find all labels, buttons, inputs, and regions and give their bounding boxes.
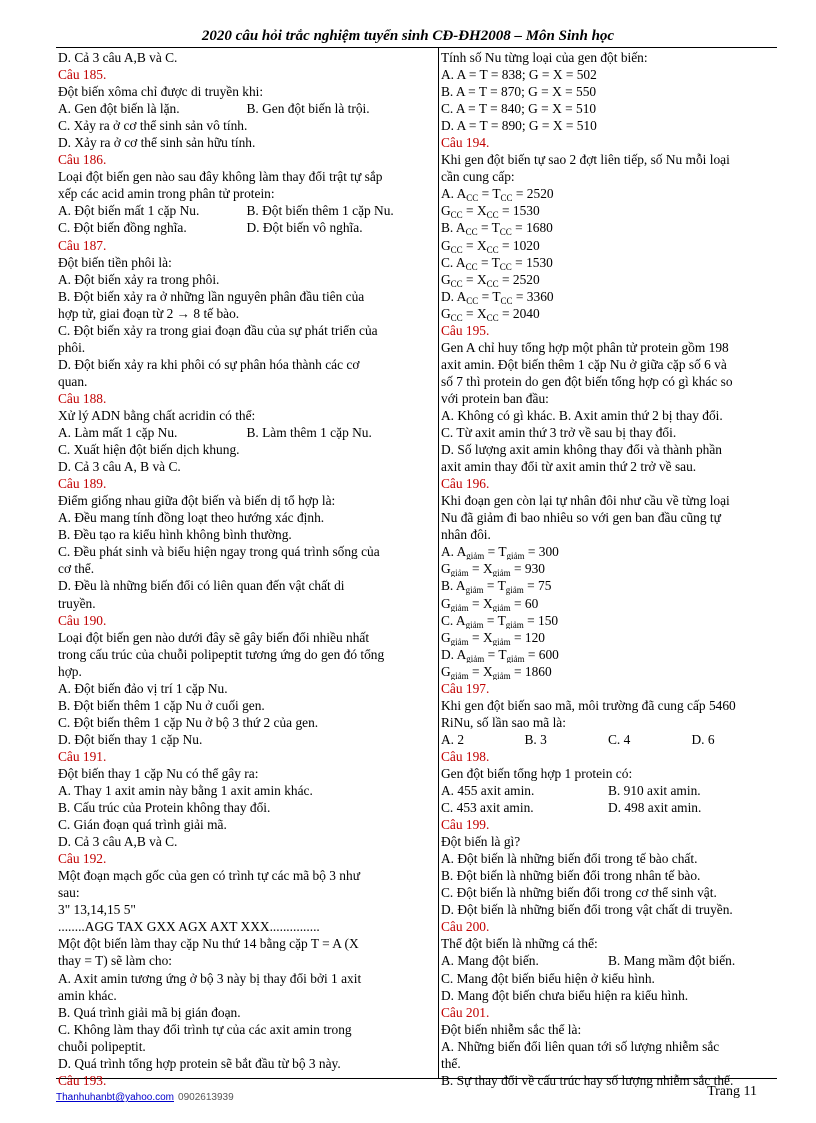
option-d: D. Số lượng axit amin không thay đổi và thành phần bbox=[441, 442, 723, 458]
option-b: B. Đều tạo ra kiểu hình không bình thường. bbox=[58, 527, 292, 543]
option-d: D. Đột biến xảy ra khi phôi có sự phân hóa thành các cơ bbox=[58, 356, 360, 372]
question-label-189: Câu 189. bbox=[58, 476, 107, 492]
question-stem: cần cung cấp: bbox=[441, 169, 515, 185]
option-b: B. Đột biến là những biến đổi trong nhân tế bào. bbox=[441, 868, 701, 884]
option-c-cont: cơ thể. bbox=[58, 561, 95, 577]
option-c: C. Xảy ra ở cơ thể sinh sản vô tính. bbox=[58, 118, 248, 134]
option-b: B. 910 axit amin. bbox=[608, 783, 701, 799]
question-label-185: Câu 185. bbox=[58, 67, 107, 83]
option-d: D. $A_{giảm} = T_{giảm} = 600$ bbox=[441, 646, 559, 663]
question-label-198: Câu 198. bbox=[441, 748, 490, 764]
option-c: C. Từ axit amin thứ 3 trở về sau bị thay đổi. bbox=[441, 425, 677, 441]
question-stem: axit amin. Đột biến thêm 1 cặp Nu ở giữa cặp số 6 và bbox=[441, 356, 727, 372]
option-a: A. $A_{CC} = T_{CC} = 2520$ bbox=[441, 186, 554, 203]
question-stem: Điểm giống nhau giữa đột biến và biến dị tổ hợp là: bbox=[58, 493, 336, 509]
option-a: A. Đột biến đảo vị trí 1 cặp Nu. bbox=[58, 680, 228, 696]
option-b: B. $A_{CC} = T_{CC} = 1680$ bbox=[441, 220, 553, 237]
question-stem: Đột biến nhiễm sắc thể là: bbox=[441, 1021, 582, 1037]
right-column bbox=[441, 49, 775, 1089]
option-b: B. Làm thêm 1 cặp Nu. bbox=[246, 425, 372, 441]
question-stem: Đột biến thay 1 cặp Nu có thể gây ra: bbox=[58, 765, 259, 781]
question-stem: Đột biến là gì? bbox=[441, 834, 521, 850]
question-stem: xếp các acid amin trong phân tử protein: bbox=[58, 186, 275, 202]
option-a: A. A = T = 838; G = X = 502 bbox=[441, 67, 597, 83]
question-label-187: Câu 187. bbox=[58, 237, 107, 253]
question-label-196: Câu 196. bbox=[441, 476, 490, 492]
page-footer bbox=[56, 1084, 777, 1105]
question-stem: Khi gen đột biến tự sao 2 đợt liên tiếp, số Nu mỗi loại bbox=[441, 152, 730, 168]
option-d: D. 498 axit amin. bbox=[608, 800, 702, 816]
option-b: B. $A_{giảm} = T_{giảm} = 75$ bbox=[441, 578, 552, 595]
option-c: C. Đột biến thêm 1 cặp Nu ở bộ 3 thứ 2 của gen. bbox=[58, 714, 319, 730]
option-c: C. $A_{giảm} = T_{giảm} = 150$ bbox=[441, 612, 559, 629]
option-a: A. 455 axit amin. bbox=[441, 783, 535, 799]
question-stem: Khi đoạn gen còn lại tự nhân đôi như cầu về từng loại bbox=[441, 493, 730, 509]
option-c-gx: $G_{giảm} = X_{giảm} = 120$ bbox=[441, 629, 545, 646]
question-label-201: Câu 201. bbox=[441, 1004, 490, 1020]
option-d: D. Đột biến vô nghĩa. bbox=[246, 220, 363, 236]
option-a: A. Đột biến là những biến đổi trong tế bào chất. bbox=[441, 851, 698, 867]
question-stem: thay = T) sẽ làm cho: bbox=[58, 953, 173, 969]
option-a: A. Axit amin tương ứng ở bộ 3 này bị thay đổi bởi 1 axit bbox=[58, 970, 362, 986]
option-d: D. Đột biến là những biến đổi trong vật chất di truyền. bbox=[441, 902, 733, 918]
question-stem: Loại đột biến gen nào dưới đây sẽ gây biến đổi nhiều nhất bbox=[58, 629, 370, 645]
option-d: D. Mang đột biến chưa biểu hiện ra kiểu hình. bbox=[441, 987, 689, 1003]
option-b: B. Quá trình giải mã bị gián đoạn. bbox=[58, 1004, 241, 1020]
question-label-190: Câu 190. bbox=[58, 612, 107, 628]
two-column-frame bbox=[56, 47, 777, 1088]
option-c: C. Đột biến đồng nghĩa. bbox=[58, 220, 187, 236]
option-b: B. Mang mầm đột biến. bbox=[608, 953, 736, 969]
question-label-191: Câu 191. bbox=[58, 748, 107, 764]
page-header: 2020 câu hỏi trắc nghiệm tuyển sinh CĐ-ĐH2008 – Môn Sinh học bbox=[201, 28, 615, 44]
option-a: A. Thay 1 axit amin này bằng 1 axit amin khác. bbox=[58, 783, 313, 799]
option-a: A. Đột biến mất 1 cặp Nu. bbox=[58, 203, 200, 219]
question-stem: Tính số Nu từng loại của gen đột biến: bbox=[441, 50, 648, 65]
option-a: A. 2 bbox=[441, 731, 465, 747]
answer-line: D. Cả 3 câu A,B và C. bbox=[58, 50, 178, 65]
footer-phone: 0902613939 bbox=[178, 1092, 234, 1103]
question-stem: Xử lý ADN bằng chất acridin có thể: bbox=[58, 407, 256, 423]
question-label-197: Câu 197. bbox=[441, 680, 490, 696]
option-d: D. Quá trình tổng hợp protein sẽ bắt đầu từ bộ 3 này. bbox=[58, 1055, 341, 1071]
option-a-b: A. Không có gì khác. B. Axit amin thứ 2 bị thay đổi. bbox=[441, 407, 723, 423]
left-column bbox=[58, 49, 435, 1089]
question-stem: Nu đã giảm đi bao nhiêu so với gen ban đầu cũng tự bbox=[441, 510, 721, 526]
option-b: B. 3 bbox=[524, 731, 547, 747]
question-stem: với protein ban đầu: bbox=[441, 390, 549, 406]
option-c-cont: phôi. bbox=[58, 339, 86, 355]
question-label-193: Câu 193. bbox=[58, 1072, 107, 1088]
option-d: D. Cả 3 câu A,B và C. bbox=[58, 834, 178, 850]
question-stem: Đột biến xôma chỉ được di truyền khi: bbox=[58, 84, 264, 100]
option-a: A. $A_{giảm} = T_{giảm} = 300$ bbox=[441, 544, 559, 561]
question-stem: Đột biến tiền phôi là: bbox=[58, 254, 172, 270]
option-d-gx: $G_{CC} = X_{CC} = 2040$ bbox=[441, 305, 540, 322]
question-stem: Thể đột biến là những cá thể: bbox=[441, 936, 598, 952]
question-stem: số 7 thì protein do gen đột biến tổng hợp có gì khác so bbox=[441, 373, 733, 389]
question-stem: Một đột biến làm thay cặp Nu thứ 14 bằng cặp T = A (X bbox=[58, 936, 359, 952]
question-stem: sau: bbox=[58, 885, 80, 901]
option-a-cont: amin khác. bbox=[58, 987, 117, 1003]
option-c: C. Đột biến xảy ra trong giai đoạn đầu của sự phát triển của bbox=[58, 322, 378, 338]
option-b-gx: $G_{giảm} = X_{giảm} = 60$ bbox=[441, 595, 539, 612]
option-d: D. 6 bbox=[691, 731, 715, 747]
question-stem: Một đoạn mạch gốc của gen có trình tự các mã bộ 3 như bbox=[58, 868, 360, 884]
footer-email-link[interactable]: Thanhuhanbt@yahoo.com bbox=[56, 1092, 175, 1103]
question-stem: Gen đột biến tổng hợp 1 protein có: bbox=[441, 765, 633, 781]
option-d: D. $A_{CC} = T_{CC} = 3360$ bbox=[441, 288, 554, 305]
option-c: C. 453 axit amin. bbox=[441, 800, 534, 816]
option-b: B. A = T = 870; G = X = 550 bbox=[441, 84, 597, 100]
option-c-cont: chuỗi polipeptit. bbox=[58, 1038, 146, 1054]
option-d: D. Đều là những biến đổi có liên quan đến vật chất di bbox=[58, 578, 345, 594]
option-d-gx: $G_{giảm} = X_{giảm} = 1860$ bbox=[441, 663, 552, 680]
question-stem: RiNu, số lần sao mã là: bbox=[441, 714, 566, 730]
question-stem: Loại đột biến gen nào sau đây không làm thay đổi trật tự sắp bbox=[58, 169, 383, 185]
option-b-cont: hợp tử, giai đoạn từ 2 → 8 tế bào. bbox=[58, 305, 240, 321]
question-label-186: Câu 186. bbox=[58, 152, 107, 168]
option-c: C. $A_{CC} = T_{CC} = 1530$ bbox=[441, 254, 553, 271]
option-a-gx: $G_{giảm} = X_{giảm} = 930$ bbox=[441, 561, 545, 578]
option-a-cont: thể. bbox=[441, 1055, 461, 1071]
question-label-188: Câu 188. bbox=[58, 390, 107, 406]
option-d-cont: axit amin thay đổi từ axit amin thứ 2 trở về sau. bbox=[441, 459, 697, 475]
option-d: D. Xảy ra ở cơ thể sinh sản hữu tính. bbox=[58, 135, 256, 151]
option-a-gx: $G_{CC} = X_{CC} = 1530$ bbox=[441, 203, 540, 220]
option-c: C. A = T = 840; G = X = 510 bbox=[441, 101, 597, 117]
option-c: C. Không làm thay đổi trình tự của các axit amin trong bbox=[58, 1021, 352, 1037]
question-stem: nhân đôi. bbox=[441, 527, 491, 543]
page-number: Trang 11 bbox=[707, 1084, 757, 1099]
question-stem: 3" 13,14,15 5" bbox=[58, 902, 136, 918]
question-stem: Gen A chỉ huy tổng hợp một phân tử protein gồm 198 bbox=[441, 339, 729, 355]
question-label-192: Câu 192. bbox=[58, 851, 107, 867]
option-c: C. Đột biến là những biến đổi trong cơ thể sinh vật. bbox=[441, 885, 717, 901]
option-b-gx: $G_{CC} = X_{CC} = 1020$ bbox=[441, 237, 540, 254]
question-label-199: Câu 199. bbox=[441, 817, 490, 833]
option-d: D. Đột biến thay 1 cặp Nu. bbox=[58, 731, 203, 747]
column-divider bbox=[438, 48, 439, 1078]
option-a: A. Đột biến xảy ra trong phôi. bbox=[58, 271, 220, 287]
option-c: C. Đều phát sinh và biểu hiện ngay trong quá trình sống của bbox=[58, 544, 380, 560]
option-b: B. Cấu trúc của Protein không thay đổi. bbox=[58, 800, 271, 816]
option-a: A. Làm mất 1 cặp Nu. bbox=[58, 425, 178, 441]
option-d-cont: quan. bbox=[58, 373, 88, 389]
option-d: D. A = T = 890; G = X = 510 bbox=[441, 118, 597, 134]
option-b: B. Đột biến thêm 1 cặp Nu ở cuối gen. bbox=[58, 697, 265, 713]
option-c: C. Xuất hiện đột biến dịch khung. bbox=[58, 442, 240, 458]
option-c: C. Mang đột biến biểu hiện ở kiểu hình. bbox=[441, 970, 655, 986]
option-a: A. Gen đột biến là lặn. bbox=[58, 101, 180, 117]
option-d-cont: truyền. bbox=[58, 595, 96, 611]
option-c-gx: $G_{CC} = X_{CC} = 2520$ bbox=[441, 271, 540, 288]
option-a: A. Đều mang tính đồng loạt theo hướng xác định. bbox=[58, 510, 325, 526]
option-c: C. 4 bbox=[608, 731, 631, 747]
option-b: B. Sự thay đổi về cấu trúc hay số lượng nhiễm sắc thể. bbox=[441, 1072, 734, 1088]
codon-sequence: ........AGG TAX GXX AGX AXT XXX............... bbox=[58, 919, 320, 935]
question-label-200: Câu 200. bbox=[441, 919, 490, 935]
question-stem: hợp. bbox=[58, 663, 82, 679]
option-d: D. Cả 3 câu A, B và C. bbox=[58, 459, 181, 475]
question-stem: Khi gen đột biến sao mã, môi trường đã cung cấp 5460 bbox=[441, 697, 736, 713]
question-label-195: Câu 195. bbox=[441, 322, 490, 338]
option-c: C. Gián đoạn quá trình giải mã. bbox=[58, 817, 227, 833]
option-b: B. Gen đột biến là trội. bbox=[246, 101, 370, 117]
question-label-194: Câu 194. bbox=[441, 135, 490, 151]
question-stem: trong cấu trúc của chuỗi polipeptit tương ứng do gen đó tổng bbox=[58, 646, 385, 662]
option-b: B. Đột biến xảy ra ở những lần nguyên phân đầu tiên của bbox=[58, 288, 365, 304]
option-b: B. Đột biến thêm 1 cặp Nu. bbox=[246, 203, 394, 219]
option-a: A. Mang đột biến. bbox=[441, 953, 539, 969]
option-a: A. Những biến đổi liên quan tới số lượng nhiễm sắc bbox=[441, 1038, 720, 1054]
